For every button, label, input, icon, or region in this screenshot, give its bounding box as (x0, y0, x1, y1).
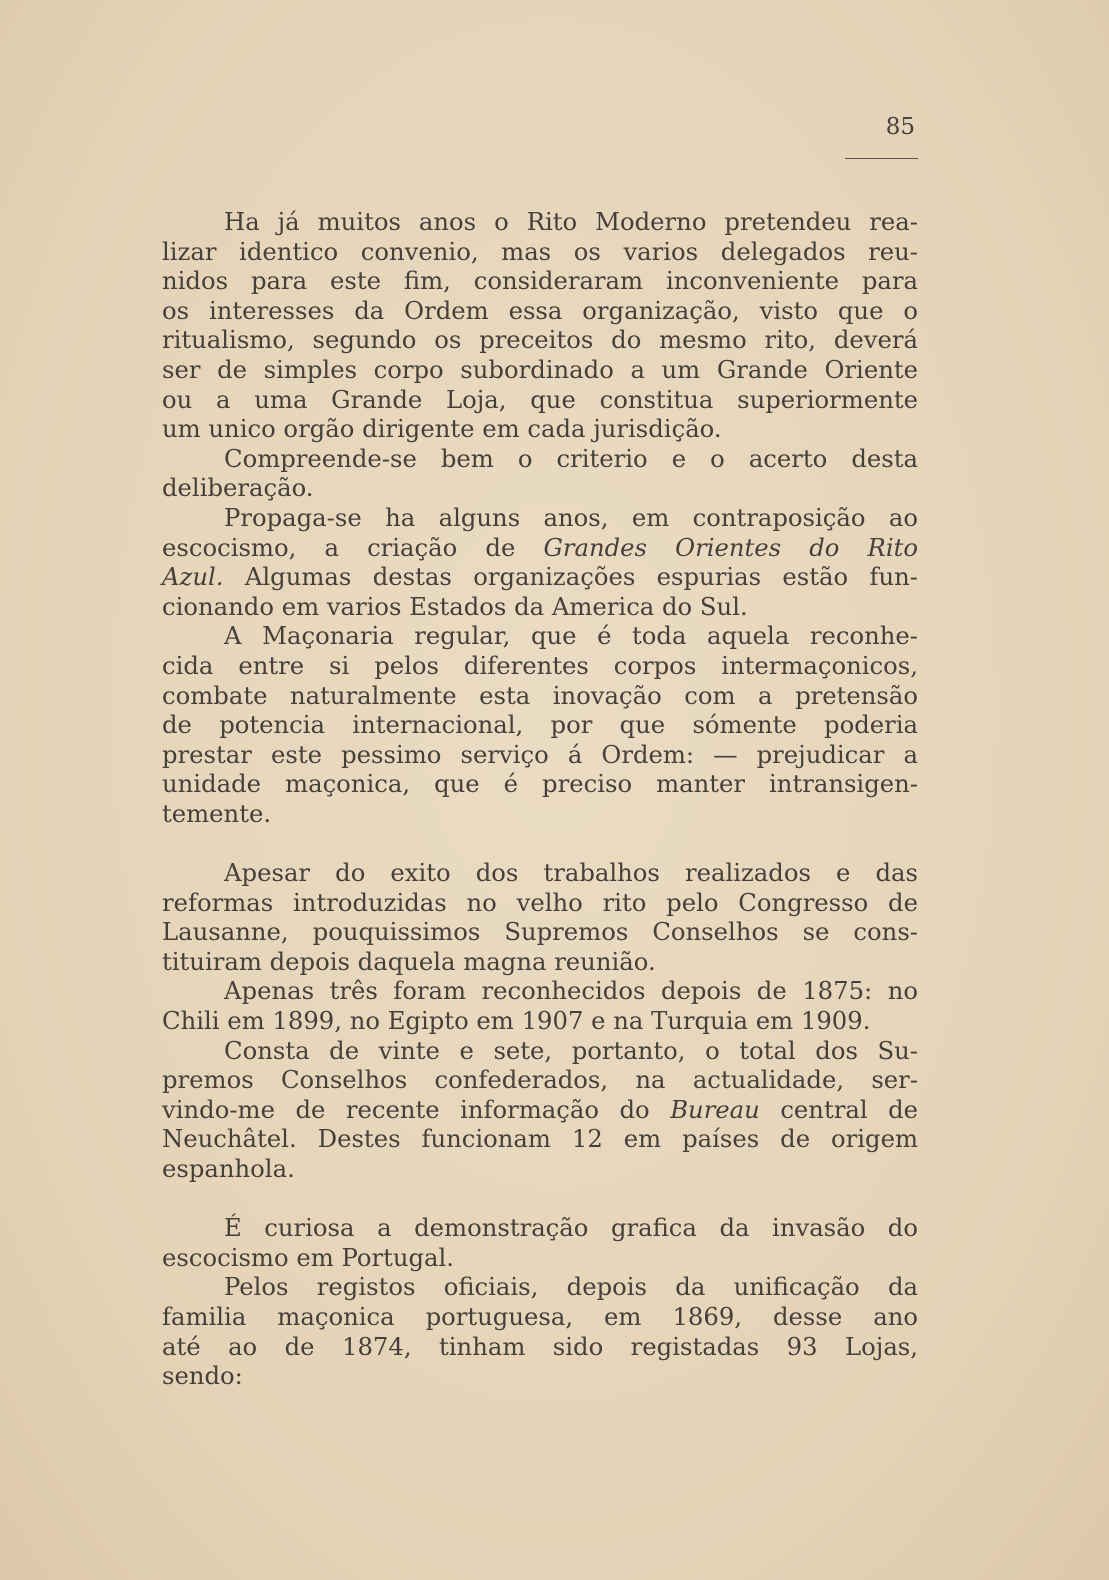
paragraph (162, 1213, 918, 1272)
text-line (162, 1154, 918, 1184)
text-line (162, 533, 918, 563)
text-segment: ou a uma Grande Loja, que constitua superiormente (162, 384, 918, 414)
paragraph (162, 976, 918, 1035)
text-line (162, 1036, 918, 1066)
header-rule (845, 158, 918, 159)
text-line (162, 1361, 918, 1391)
text-line (162, 1006, 918, 1036)
text-line (162, 740, 918, 770)
paragraph (162, 858, 918, 976)
text-segment: lizar identico convenio, mas os varios delegados reu- (162, 236, 918, 266)
text-segment: um unico orgão dirigente em cada jurisdição. (162, 414, 722, 444)
text-line (162, 503, 918, 533)
text-line (162, 1213, 918, 1243)
italic-text: Azul. (162, 562, 224, 592)
text-segment: deliberação. (162, 473, 314, 503)
text-segment: escocismo, a criação de (162, 532, 544, 562)
text-segment: vindo-me de recente informação do (162, 1094, 671, 1124)
text-segment: Apenas três foram reconhecidos depois de 1875: no (224, 976, 918, 1006)
text-line (162, 444, 918, 474)
text-line (162, 769, 918, 799)
text-segment: escocismo em Portugal. (162, 1242, 455, 1272)
text-segment: Pelos registos oficiais, depois da unificação da (224, 1272, 918, 1302)
body-text (162, 207, 918, 1391)
text-line (162, 473, 918, 503)
text-segment: até ao de 1874, tinham sido registadas 93 Lojas, (162, 1331, 918, 1361)
page-number: 85 (885, 114, 915, 140)
text-line (162, 799, 918, 829)
text-segment: cida entre si pelos diferentes corpos intermaçonicos, (162, 650, 918, 680)
text-segment: unidade maçonica, que é preciso manter intransigen- (162, 769, 918, 799)
text-segment: central de (759, 1094, 919, 1124)
text-line (162, 562, 918, 592)
text-line (162, 296, 918, 326)
text-segment: prestar este pessimo serviço á Ordem: — prejudicar a (162, 739, 918, 769)
text-line (162, 651, 918, 681)
text-line (162, 1332, 918, 1362)
text-line (162, 237, 918, 267)
text-segment: combate naturalmente esta inovação com a pretensão (162, 680, 918, 710)
text-segment: de potencia internacional, por que sómente poderia (162, 710, 918, 740)
paragraph (162, 621, 918, 828)
text-line (162, 947, 918, 977)
text-segment: ser de simples corpo subordinado a um Grande Oriente (162, 354, 918, 384)
text-segment: Lausanne, pouquissimos Supremos Conselhos se cons- (162, 917, 918, 947)
text-line (162, 414, 918, 444)
text-segment: nidos para este fim, consideraram inconveniente para (162, 266, 918, 296)
text-segment: É curiosa a demonstração grafica da invasão do (224, 1213, 918, 1243)
text-line (162, 592, 918, 622)
text-line (162, 710, 918, 740)
paragraph (162, 444, 918, 503)
blank-line (162, 1184, 918, 1214)
text-segment: tituiram depois daquela magna reunião. (162, 946, 656, 976)
paragraph (162, 503, 918, 621)
text-segment: reformas introduzidas no velho rito pelo Congresso de (162, 887, 918, 917)
paragraph (162, 1036, 918, 1184)
text-segment: espanhola. (162, 1154, 295, 1183)
text-segment: familia maçonica portuguesa, em 1869, desse ano (162, 1301, 918, 1331)
italic-text: Bureau (670, 1094, 760, 1124)
paragraph (162, 207, 918, 444)
text-segment: ritualismo, segundo os preceitos do mesmo rito, deverá (162, 325, 918, 355)
text-segment: cionando em varios Estados da America do Sul. (162, 591, 748, 621)
text-segment: Algumas destas organizações espurias estão fun- (223, 562, 918, 592)
text-line (162, 207, 918, 237)
text-segment: Propaga-se ha alguns anos, em contraposição ao (224, 502, 918, 532)
text-segment: os interesses da Ordem essa organização, visto que o (162, 295, 918, 325)
text-segment: temente. (162, 798, 272, 828)
text-segment: premos Conselhos confederados, na actualidade, ser- (162, 1065, 918, 1095)
text-line (162, 917, 918, 947)
text-line (162, 976, 918, 1006)
italic-text: Grandes Orientes do Rito (543, 532, 918, 562)
text-line (162, 621, 918, 651)
text-line (162, 266, 918, 296)
text-segment: A Maçonaria regular, que é toda aquela reconhe- (224, 621, 918, 651)
text-segment: Compreende-se bem o criterio e o acerto desta (224, 443, 918, 473)
text-segment: Consta de vinte e sete, portanto, o total dos Su- (224, 1035, 918, 1065)
text-segment: Neuchâtel. Destes funcionam 12 em países de origem (162, 1124, 918, 1154)
paragraph (162, 1272, 918, 1390)
text-line (162, 355, 918, 385)
text-line (162, 888, 918, 918)
text-line (162, 325, 918, 355)
text-line (162, 1272, 918, 1302)
blank-line (162, 828, 918, 858)
text-line (162, 858, 918, 888)
text-segment: Chili em 1899, no Egipto em 1907 e na Turquia em 1909. (162, 1006, 871, 1036)
text-segment: sendo: (162, 1361, 243, 1391)
text-line (162, 1095, 918, 1125)
text-line (162, 385, 918, 415)
text-line (162, 681, 918, 711)
text-line (162, 1243, 918, 1273)
text-segment: Ha já muitos anos o Rito Moderno pretendeu rea- (224, 207, 918, 236)
text-line (162, 1302, 918, 1332)
text-line (162, 1124, 918, 1154)
text-line (162, 1065, 918, 1095)
text-segment: Apesar do exito dos trabalhos realizados e das (224, 858, 918, 888)
